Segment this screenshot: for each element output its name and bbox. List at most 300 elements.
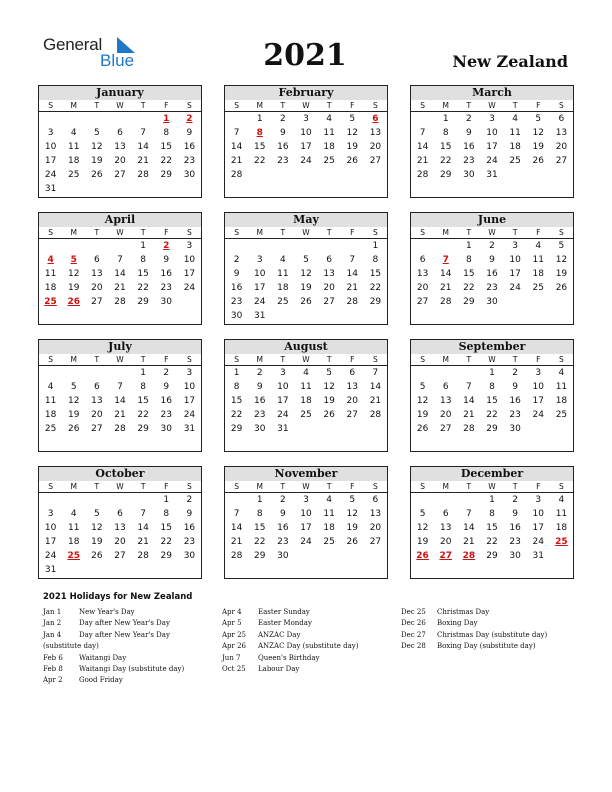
day-cell: 6 (326, 255, 332, 265)
day-cell: 16 (509, 523, 521, 533)
day-cell: 9 (186, 128, 193, 138)
weekday-header: T (140, 355, 146, 364)
day-cell: 2 (279, 495, 286, 505)
holiday-entry (401, 618, 547, 629)
holiday-name: Day after New Year's Day (79, 619, 170, 628)
day-cell: 27 (416, 297, 429, 307)
day-cell: 17 (253, 283, 266, 293)
day-cell: 22 (439, 156, 452, 166)
empty-day-cell (411, 493, 434, 507)
weekday-header: T (466, 482, 472, 491)
weekday-header: S (420, 482, 425, 491)
empty-day-cell (550, 422, 573, 436)
weekday-header: T (326, 355, 332, 364)
holiday-name: Boxing Day (437, 619, 478, 628)
week-row (225, 309, 387, 323)
day-cell: 24 (300, 156, 312, 166)
week-row (225, 380, 387, 394)
holiday-date: Jan 1 (43, 608, 62, 616)
day-cell: 23 (463, 156, 475, 166)
day-cell: 21 (137, 156, 149, 166)
day-cell: 28 (462, 551, 476, 561)
empty-day-cell (364, 168, 387, 182)
month-december (410, 466, 574, 579)
empty-day-cell (85, 563, 108, 577)
empty-day-cell (527, 168, 550, 182)
weekday-header-row (411, 481, 573, 493)
day-cell: 21 (463, 410, 475, 420)
day-cell: 18 (323, 142, 335, 152)
day-cell: 12 (300, 269, 312, 279)
empty-day-cell (178, 563, 201, 577)
day-cell: 18 (67, 156, 80, 166)
day-cell: 28 (230, 170, 243, 180)
weekday-header: W (488, 228, 496, 237)
day-cell: 30 (230, 311, 243, 321)
logo-word-general: General (43, 35, 103, 54)
day-cell: 21 (463, 537, 475, 547)
day-cell: 4 (326, 114, 332, 124)
day-cell: 6 (442, 382, 449, 392)
day-cell: 13 (91, 396, 103, 406)
holiday-date: Jun 7 (222, 653, 241, 662)
empty-day-cell (62, 182, 85, 196)
day-cell: 17 (300, 523, 312, 533)
day-cell: 4 (326, 495, 332, 505)
day-cell: 5 (419, 509, 426, 519)
day-cell: 16 (509, 396, 521, 406)
day-cell: 14 (416, 142, 429, 152)
day-cell: 22 (253, 156, 266, 166)
day-cell: 10 (253, 269, 266, 279)
empty-day-cell (364, 422, 387, 436)
day-cell: 26 (323, 410, 335, 420)
day-cell: 19 (300, 283, 312, 293)
day-cell: 28 (137, 170, 149, 180)
day-cell: 10 (300, 128, 312, 138)
holiday-entry (43, 641, 184, 652)
holiday-entry (43, 653, 184, 664)
day-cell: 31 (253, 311, 266, 321)
day-cell: 12 (67, 396, 80, 406)
day-cell: 25 (300, 410, 312, 420)
day-cell: 16 (160, 269, 172, 279)
week-row (225, 535, 387, 549)
weekday-header: S (187, 101, 192, 110)
day-cell: 31 (183, 424, 196, 434)
day-cell: 20 (439, 410, 452, 420)
day-cell: 29 (160, 551, 172, 561)
weekday-header: W (116, 101, 124, 110)
day-cell: 15 (369, 269, 382, 279)
day-cell: 11 (323, 128, 335, 138)
week-row (411, 295, 573, 309)
empty-day-cell (341, 422, 364, 436)
weekday-header: S (48, 482, 53, 491)
holiday-entry (222, 630, 358, 641)
day-cell: 8 (163, 509, 170, 519)
day-cell: 20 (369, 142, 382, 152)
day-cell: 27 (114, 551, 126, 561)
empty-day-cell (225, 493, 248, 507)
day-cell: 10 (44, 523, 57, 533)
day-cell: 12 (323, 382, 335, 392)
day-cell: 19 (91, 537, 103, 547)
day-cell: 5 (93, 128, 100, 138)
empty-day-cell (108, 563, 131, 577)
day-cell: 12 (91, 523, 103, 533)
day-cell: 1 (256, 495, 263, 505)
day-cell: 20 (346, 396, 358, 406)
weekday-header-row (39, 227, 201, 239)
day-cell: 7 (233, 128, 240, 138)
empty-day-cell (155, 563, 178, 577)
weekday-header: W (302, 355, 310, 364)
day-cell: 10 (300, 509, 312, 519)
day-cell: 27 (369, 537, 382, 547)
week-row (411, 380, 573, 394)
day-cell: 2 (163, 241, 170, 251)
day-cell: 21 (137, 537, 149, 547)
weekday-header: W (488, 355, 496, 364)
day-cell: 5 (419, 382, 426, 392)
week-row (411, 267, 573, 281)
day-cell: 9 (489, 255, 495, 265)
empty-day-cell (248, 239, 271, 253)
day-cell: 1 (489, 495, 495, 505)
day-cell: 2 (489, 241, 495, 251)
weekday-header: T (326, 228, 332, 237)
day-cell: 1 (140, 241, 146, 251)
day-cell: 2 (256, 368, 263, 378)
weekday-header-row (225, 354, 387, 366)
day-cell: 25 (532, 283, 544, 293)
day-cell: 19 (91, 156, 103, 166)
week-row (39, 126, 201, 140)
weekday-header: W (302, 101, 310, 110)
holiday-date: Dec 28 (401, 642, 426, 651)
day-cell: 22 (253, 537, 266, 547)
month-title: August (225, 340, 387, 354)
week-row (411, 535, 573, 549)
calendar-year: 2021 (263, 38, 347, 73)
day-cell: 9 (163, 382, 170, 392)
week-row (39, 182, 201, 196)
month-june (410, 212, 574, 325)
week-row (39, 521, 201, 535)
empty-day-cell (155, 182, 178, 196)
day-cell: 8 (372, 255, 379, 265)
day-cell: 13 (369, 128, 382, 138)
holiday-name: ANZAC Day (258, 630, 301, 639)
week-row (411, 408, 573, 422)
day-cell: 29 (253, 551, 266, 561)
weekday-header: M (70, 355, 77, 364)
holiday-name: Christmas Day (substitute day) (437, 630, 548, 639)
weekday-header: T (512, 101, 518, 110)
day-cell: 7 (117, 255, 123, 265)
day-cell: 2 (163, 368, 170, 378)
day-cell: 30 (160, 424, 172, 434)
weekday-header: F (536, 482, 541, 491)
day-cell: 10 (486, 128, 498, 138)
day-cell: 8 (256, 128, 263, 138)
day-cell: 5 (303, 255, 309, 265)
day-cell: 24 (300, 537, 312, 547)
day-cell: 10 (277, 382, 289, 392)
week-row (411, 253, 573, 267)
week-row (39, 168, 201, 182)
day-cell: 4 (558, 495, 565, 505)
day-cell: 14 (463, 396, 475, 406)
empty-day-cell (108, 112, 131, 126)
day-cell: 13 (439, 396, 452, 406)
day-cell: 6 (117, 128, 123, 138)
day-cell: 1 (442, 114, 449, 124)
week-row (39, 493, 201, 507)
day-cell: 26 (416, 551, 429, 561)
day-cell: 29 (486, 424, 498, 434)
day-cell: 16 (253, 396, 266, 406)
empty-day-cell (132, 563, 155, 577)
day-cell: 7 (349, 255, 356, 265)
day-cell: 20 (439, 537, 452, 547)
day-cell: 25 (277, 297, 289, 307)
day-cell: 17 (300, 142, 312, 152)
week-row (39, 422, 201, 436)
day-cell: 24 (183, 410, 196, 420)
weekday-header: T (326, 482, 332, 491)
weekday-header: T (94, 355, 100, 364)
day-cell: 1 (163, 114, 170, 124)
weekday-header: S (559, 482, 564, 491)
day-cell: 23 (509, 537, 521, 547)
week-row (225, 112, 387, 126)
holiday-date: Apr 2 (43, 676, 63, 685)
day-cell: 17 (486, 142, 498, 152)
month-title: July (39, 340, 201, 354)
day-cell: 18 (555, 396, 568, 406)
day-cell: 29 (230, 424, 243, 434)
day-cell: 21 (346, 283, 358, 293)
month-title: February (225, 86, 387, 100)
week-row (225, 366, 387, 380)
empty-day-cell (318, 168, 341, 182)
weekday-header: W (116, 482, 124, 491)
day-cell: 11 (67, 523, 80, 533)
holiday-date: Oct 25 (222, 664, 246, 673)
holiday-column (43, 607, 184, 687)
week-row (39, 535, 201, 549)
day-cell: 30 (509, 424, 521, 434)
day-cell: 14 (230, 523, 243, 533)
day-cell: 29 (137, 297, 149, 307)
day-cell: 13 (346, 382, 358, 392)
month-title: June (411, 213, 573, 227)
empty-day-cell (294, 549, 317, 563)
day-cell: 22 (369, 283, 382, 293)
day-cell: 14 (114, 396, 126, 406)
holiday-date: Jan 4 (43, 630, 62, 639)
day-cell: 25 (323, 156, 335, 166)
day-cell: 4 (535, 241, 542, 251)
holiday-name: Easter Sunday (258, 608, 310, 616)
week-row (39, 563, 201, 577)
day-cell: 20 (369, 523, 382, 533)
empty-day-cell (527, 295, 550, 309)
month-july (38, 339, 202, 452)
weekday-header: F (536, 228, 541, 237)
day-cell: 26 (67, 297, 80, 307)
day-cell: 22 (137, 283, 149, 293)
logo-word-blue: Blue (100, 51, 135, 70)
day-cell: 30 (183, 170, 196, 180)
week-row (411, 168, 573, 182)
day-cell: 9 (186, 509, 193, 519)
day-cell: 24 (44, 551, 57, 561)
week-row (411, 239, 573, 253)
day-cell: 9 (233, 269, 240, 279)
day-cell: 19 (67, 283, 80, 293)
weekday-header: T (326, 101, 332, 110)
day-cell: 27 (439, 424, 452, 434)
day-cell: 14 (137, 142, 149, 152)
day-cell: 21 (230, 537, 243, 547)
day-cell: 3 (535, 495, 542, 505)
day-cell: 31 (277, 424, 289, 434)
month-title: October (39, 467, 201, 481)
day-cell: 20 (91, 283, 103, 293)
day-cell: 5 (349, 114, 356, 124)
holiday-name: Labour Day (258, 664, 300, 673)
generalblue-logo (43, 35, 143, 71)
day-cell: 20 (114, 156, 126, 166)
holiday-name: (substitute day) (43, 642, 99, 651)
weekday-header: S (373, 228, 378, 237)
month-may (224, 212, 388, 325)
day-cell: 4 (558, 368, 565, 378)
day-cell: 3 (186, 241, 193, 251)
month-title: November (225, 467, 387, 481)
weekday-header: T (466, 101, 472, 110)
weekday-header: S (187, 228, 192, 237)
holiday-column (401, 607, 547, 653)
empty-day-cell (85, 112, 108, 126)
holiday-date: Dec 27 (401, 630, 426, 639)
weekday-header: S (187, 355, 192, 364)
month-september (410, 339, 574, 452)
weekday-header: M (256, 355, 263, 364)
day-cell: 28 (416, 170, 429, 180)
week-row (225, 168, 387, 182)
week-row (225, 295, 387, 309)
day-cell: 7 (140, 128, 146, 138)
day-cell: 23 (277, 156, 289, 166)
day-cell: 10 (183, 382, 196, 392)
weekday-header: T (512, 482, 518, 491)
day-cell: 1 (233, 368, 240, 378)
day-cell: 7 (465, 382, 472, 392)
empty-day-cell (434, 366, 457, 380)
week-row (225, 253, 387, 267)
week-row (411, 154, 573, 168)
month-title: March (411, 86, 573, 100)
day-cell: 1 (256, 114, 263, 124)
day-cell: 13 (114, 523, 126, 533)
weekday-header: T (140, 101, 146, 110)
day-cell: 4 (47, 255, 54, 265)
day-cell: 14 (439, 269, 452, 279)
day-cell: 12 (532, 128, 544, 138)
weekday-header: S (373, 355, 378, 364)
weekday-header: S (48, 101, 53, 110)
empty-day-cell (341, 549, 364, 563)
day-cell: 30 (160, 297, 172, 307)
holiday-date: Apr 5 (222, 619, 242, 628)
day-cell: 12 (555, 255, 568, 265)
day-cell: 10 (183, 255, 196, 265)
day-cell: 26 (532, 156, 544, 166)
holiday-date: Apr 25 (222, 630, 247, 639)
week-row (39, 380, 201, 394)
day-cell: 23 (277, 537, 289, 547)
day-cell: 20 (91, 410, 103, 420)
day-cell: 24 (509, 283, 521, 293)
day-cell: 25 (555, 537, 568, 547)
week-row (225, 394, 387, 408)
holiday-name: Good Friday (79, 676, 123, 685)
weekday-header: S (234, 482, 239, 491)
empty-day-cell (225, 239, 248, 253)
day-cell: 13 (555, 128, 568, 138)
week-row (411, 112, 573, 126)
empty-day-cell (62, 366, 85, 380)
day-cell: 8 (233, 382, 240, 392)
week-row (225, 493, 387, 507)
weekday-header: S (373, 482, 378, 491)
weekday-header: T (280, 482, 286, 491)
day-cell: 6 (117, 509, 123, 519)
day-cell: 23 (160, 410, 172, 420)
day-cell: 1 (465, 241, 472, 251)
weekday-header: W (116, 228, 124, 237)
day-cell: 2 (186, 495, 193, 505)
day-cell: 27 (91, 297, 103, 307)
day-cell: 22 (486, 410, 498, 420)
weekday-header: F (164, 228, 169, 237)
empty-day-cell (85, 239, 108, 253)
empty-day-cell (108, 366, 131, 380)
weekday-header: T (94, 101, 100, 110)
day-cell: 19 (323, 396, 335, 406)
weekday-header: W (488, 482, 496, 491)
day-cell: 2 (279, 114, 286, 124)
weekday-header: F (350, 228, 355, 237)
day-cell: 2 (233, 255, 240, 265)
day-cell: 9 (512, 382, 518, 392)
holiday-entry (401, 641, 547, 652)
day-cell: 15 (253, 523, 266, 533)
weekday-header: F (350, 101, 355, 110)
day-cell: 31 (532, 551, 544, 561)
empty-day-cell (457, 493, 480, 507)
day-cell: 27 (369, 156, 382, 166)
week-row (39, 507, 201, 521)
day-cell: 20 (416, 283, 429, 293)
day-cell: 17 (532, 396, 544, 406)
empty-day-cell (39, 239, 62, 253)
day-cell: 29 (463, 297, 475, 307)
